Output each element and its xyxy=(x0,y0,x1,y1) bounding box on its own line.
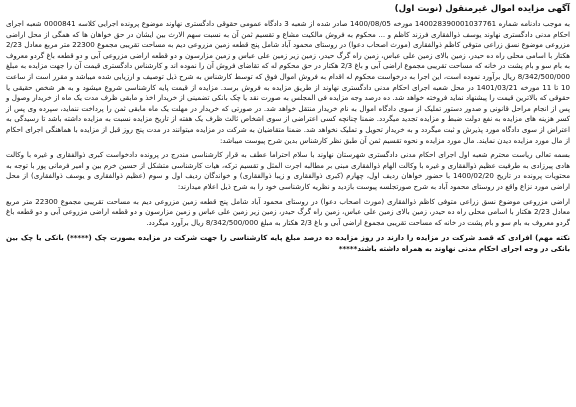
notice-paragraph-ruling: به موجب دادنامه شماره 140028390001037761 مورخه 1400/08/05 صادر شده از شعبه 3 دادگاه عمومی حقوقی دادگستری نهاوند موضوع پرونده اجرایی کلاسه 0000841 شعبه اجرای احکام مدنی دادگستری نهاوند یوسف ذوالفقاری فرزند کاظم و ... محکوم به فروش مالکیت مشاع و تقسیم ثمن آن به نسبت سهم الارث بین ایشان در حق خواهان ها که همگی از محل اراضی مزروعی موضوع نسق زراعی متوفی کاظم ذوالفقاری (مورث اصحاب دعوا) در روستای محمود آباد شامل پنج قطعه زمین مزروعی دیم به مساحت تقریبی مجموع 22300 متر مربع معادل 2/23 هکتار با اسامی محلی راه ده حیدر، زمین بالای زمین علی عباس، زمین راه گرگ حیدر، زمین زیر زمین علی عباس و زمین مزارسون و دو قطعه اراضی مزروعی آبی و دو قطعه باغ گردو معروف به بام سو و بام پشت در خانه که مساحت تقریبی مجموع اراضی آبی و باغ 2/3 هکتار در حق محکوم له که تقاضای فروش آن را نموده اند و کارشناس دادگستری قیمت آن را جهت مزایده به مبلغ 8/342/500/000 ریال برآورد نموده است، این اجرا به درخواست محکوم له اقدام به فروش اموال فوق که توسط کارشناس به شرح ذیل توصیف و ارزیابی شده میباشد و مقرر است از ساعت 10 تا 11 مورخه 1401/03/21 در محل شعبه اجرای احکام مدنی دادگستری نهاوند از طریق مزایده به فروش برسد. مزایده از قیمت پایه کارشناسی شروع میشود و به هر شخص حقیقی یا حقوقی که بالاترین قیمت را پیشنهاد نماید فروخته خواهد شد. ده درصد وجه مزایده فی المجلس به صورت نقد یا چک بانکی تضمینی از خریدار اخذ و مابقی ظرف مدت یک ماه از خریدار وصول و پس از انجام مراحل قانونی و صدور دستور تملیک از سوی دادگاه اموال به نام خریدار منتقل خواهد شد. در صورتی که خریدار در مهلت یک ماه مابقی ثمن را پرداخت ننماید، سپرده وی پس از کسر هزینه های مزایده به نفع دولت ضبط و مزایده تجدید میگردد. ضمنا چنانچه کسی اعتراضی از سوی اشخاص ثالث ظرف یک هفته از تاریخ مزایده نسبت به مزایده داشته باشد تا رسیدگی به اعتراض از سوی دادگاه مورد پذیرش و ثبت میگردد و به خریدار تحویل و تملیک نخواهد شد. ضمنا متقاضیان به شرکت در مزایده میتوانند در مدت پنج روز قبل از مزایده با هماهنگی اجرای احکام از مال مورد مزایده دیدن نمایند. مال مورد مزایده و نحوه تقسیم ثمن آن طبق نظر کارشناس بدین شرح پیوست میباشد: xyxy=(6,19,570,145)
notice-title: آگهی مزایده اموال غیرمنقول (نوبت اول) xyxy=(394,4,570,14)
notice-paragraph-expert-report: بسمه تعالی ریاست محترم شعبه اول اجرای احکام مدنی دادگستری شهرستان نهاوند با سلام احتراما عطف به قرار کارشناسی مندرج در پرونده دادخواست کبری ذوالفقاری و غیره با وکالت هادی پیرزادی به طرفیت عظیم ذوالفقاری و غیره با وکالت الهام ذوالفقاری مبنی بر مطالبه اجرت المثل و تقسیم ترکه، هیات کارشناسی متشکل از حسین خرم بین و امیر فرمانی پور با توجه به محتویات پرونده در تاریخ 1400/02/20 با حضور خواهان ردیف اول، چهارم (کبری ذوالفقاری و زیبا ذوالفقاری) و خواندگان ردیف اول و سوم (عظیم ذوالفقاری و یوسف ذوالفقاری) از محل اراضی مورد نزاع واقع در روستای محمود آباد به شرح صورتجلسه پیوست بازدید و نظریه کارشناسی خود را به شرح ذیل اعلام میدارند: xyxy=(6,150,571,191)
notice-paragraph-property-valuation: اراضی مزروعی موضوع نسق زراعی متوفی کاظم ذوالفقاری (مورث اصحاب دعوا) در روستای محمود آباد شامل پنج قطعه زمین مزروعی دیم به مساحت تقریبی مجموع 22300 متر مربع معادل 2/23 هکتار با اسامی محلی راه ده حیدر، زمین بالای زمین علی عباس، زمین راه گرگ حیدر، زمین زیر زمین علی عباس و زمین مزارسون و دو قطعه اراضی مزروعی آبی و دو قطعه باغ گردو معروف به بام سو و بام پشت در خانه که مساحت تقریبی مجموع اراضی آبی و باغ 2/3 هکتار به مبلغ 8/342/500/000 ریال برآورد میگردد. xyxy=(6,196,571,227)
notice-important-note: نکته مهم) افرادی که قصد شرکت در مزایده را دارند در روز مزایده ده درصد مبلغ پایه کارشناسی را جهت شرکت در مزایده بصورت چک (*****) بانکی یا چک بین بانکی در وجه اجرای احکام مدنی نهاوند به همراه داشته باشند***** xyxy=(6,233,570,253)
